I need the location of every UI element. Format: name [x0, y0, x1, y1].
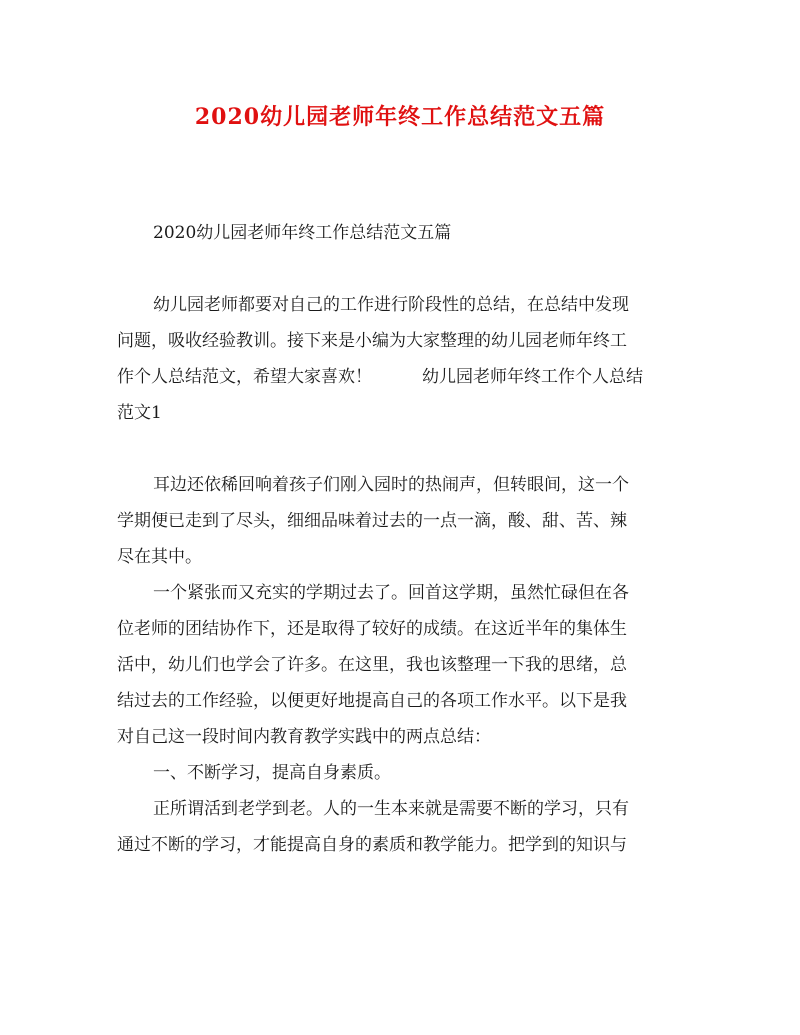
document-body — [117, 215, 687, 863]
intro-line-3-text: 作个人总结范文，希望大家喜欢！ — [117, 367, 372, 387]
section-heading-fanwen-1: 幼儿园老师年终工作个人总结 — [422, 367, 643, 387]
para2-line-3: 活中，幼儿们也学会了许多。在这里，我也该整理一下我的思绪，总 — [117, 655, 627, 675]
para2-line-2: 位老师的团结协作下，还是取得了较好的成绩。在这近半年的集体生 — [117, 619, 627, 639]
para2-line-4: 结过去的工作经验，以便更好地提高自己的各项工作水平。以下是我 — [117, 691, 627, 711]
para3-line-2: 通过不断的学习，才能提高自身的素质和教学能力。把学到的知识与 — [117, 835, 627, 855]
intro-line-1: 幼儿园老师都要对自己的工作进行阶段性的总结，在总结中发现 — [153, 295, 629, 315]
para2-line-5: 对自己这一段时间内教育教学实践中的两点总结： — [117, 727, 491, 747]
para2-line-1: 一个紧张而又充实的学期过去了。回首这学期，虽然忙碌但在各 — [153, 583, 629, 603]
document-title: 2020幼儿园老师年终工作总结范文五篇 — [194, 104, 606, 130]
document-subtitle: 2020幼儿园老师年终工作总结范文五篇 — [153, 223, 452, 243]
intro-line-2: 问题，吸收经验教训。接下来是小编为大家整理的幼儿园老师年终工 — [117, 331, 627, 351]
section-heading-1: 一、不断学习，提高自身素质。 — [153, 763, 391, 783]
para3-line-1: 正所谓活到老学到老。人的一生本来就是需要不断的学习，只有 — [153, 799, 629, 819]
para1-line-1: 耳边还依稀回响着孩子们刚入园时的热闹声，但转眼间，这一个 — [153, 475, 629, 495]
para1-line-2: 学期便已走到了尽头，细细品味着过去的一点一滴，酸、甜、苦、辣 — [117, 511, 627, 531]
blank-line — [117, 251, 687, 287]
blank-line — [117, 431, 687, 467]
intro-line-4: 范文1 — [117, 403, 162, 423]
intro-line-3 — [117, 359, 687, 395]
para1-line-3: 尽在其中。 — [117, 547, 202, 567]
